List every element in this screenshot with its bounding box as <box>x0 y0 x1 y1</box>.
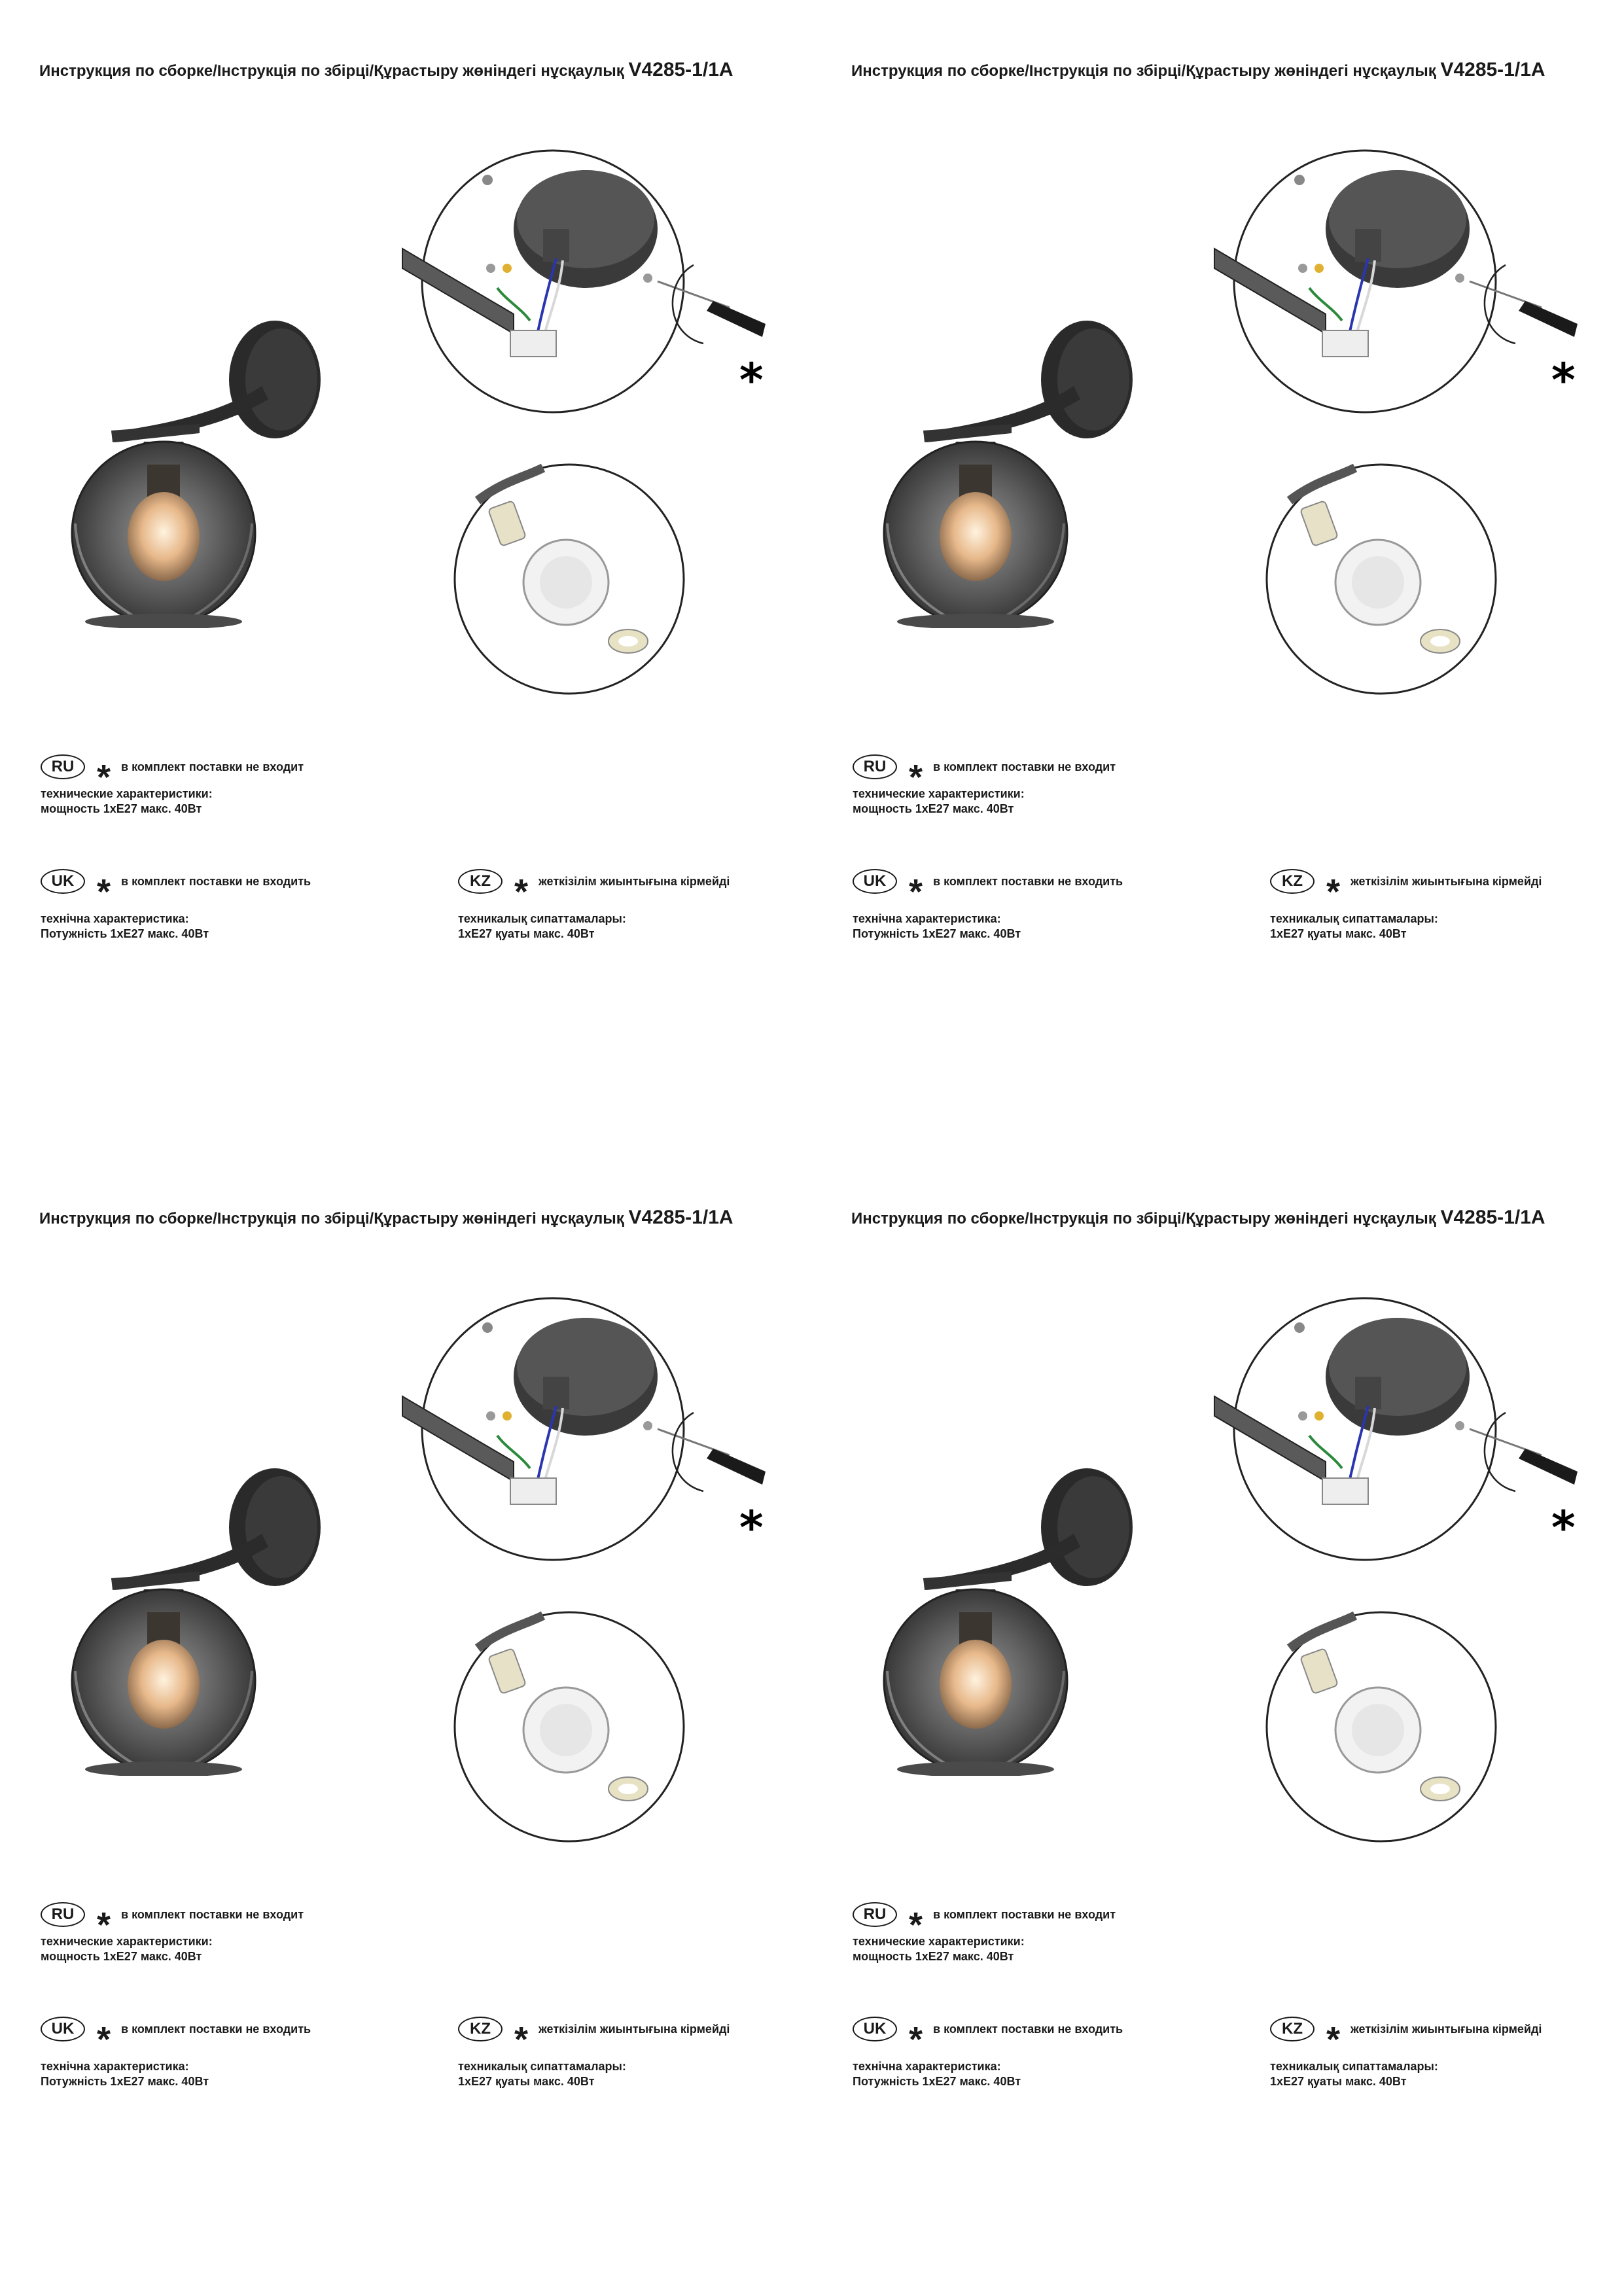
uk-spec-title: технічна характеристика: <box>41 2060 189 2073</box>
kz-spec-value: 1xE27 қуаты макс. 40Вт <box>458 927 595 940</box>
uk-spec-title: технічна характеристика: <box>853 2060 1001 2073</box>
instruction-copy-4 <box>812 1148 1624 2295</box>
not-included-star-icon: * <box>739 1501 764 1555</box>
kz-spec-title: техникалық сипаттамалары: <box>458 912 626 925</box>
shade-installation-illustration <box>1263 1599 1499 1854</box>
kz-badge: KZ <box>1270 2017 1315 2041</box>
uk-section <box>41 867 311 942</box>
ru-badge: RU <box>853 1902 897 1927</box>
ru-note: в комплект поставки не входит <box>933 760 1116 773</box>
uk-spec <box>41 911 311 942</box>
model-number: V4285-1/1A <box>1440 59 1545 80</box>
kz-section <box>1270 2015 1542 2089</box>
mounting-detail-illustration <box>1201 144 1594 425</box>
ru-spec-value: мощность 1xE27 макс. 40Вт <box>41 1950 202 1963</box>
instruction-copy-3 <box>0 1148 812 2295</box>
ru-section <box>853 1900 1116 1964</box>
uk-spec-title: технічна характеристика: <box>853 912 1001 925</box>
kz-section <box>1270 867 1542 942</box>
kz-badge: KZ <box>458 869 503 894</box>
ru-spec-value: мощность 1xE27 макс. 40Вт <box>41 802 202 815</box>
ru-spec-title: технические характеристики: <box>41 787 213 800</box>
kz-spec <box>458 2059 730 2089</box>
not-included-star-icon: * <box>97 758 111 797</box>
not-included-star-icon: * <box>514 872 529 911</box>
kz-spec <box>1270 2059 1542 2089</box>
ru-section <box>853 752 1116 817</box>
uk-badge: UK <box>853 869 897 894</box>
kz-note: жеткізілім жиынтығына кірмейді <box>1350 874 1542 888</box>
shade-installation-illustration <box>451 451 687 707</box>
mounting-detail-illustration <box>389 144 782 425</box>
not-included-star-icon: * <box>909 2020 923 2059</box>
kz-spec-value: 1xE27 қуаты макс. 40Вт <box>458 2075 595 2088</box>
wall-lamp-illustration <box>877 314 1178 628</box>
uk-spec-value: Потужність 1xE27 макс. 40Вт <box>41 2075 209 2088</box>
ru-spec <box>41 786 304 817</box>
uk-note: в комплект поставки не входить <box>933 2022 1123 2036</box>
not-included-star-icon: * <box>97 2020 111 2059</box>
not-included-star-icon: * <box>1551 1501 1576 1555</box>
ru-spec-value: мощность 1xE27 макс. 40Вт <box>853 1950 1014 1963</box>
ru-spec-title: технические характеристики: <box>853 787 1025 800</box>
not-included-star-icon: * <box>739 353 764 407</box>
kz-spec-value: 1xE27 қуаты макс. 40Вт <box>1270 927 1407 940</box>
ru-spec <box>853 1934 1116 1964</box>
uk-badge: UK <box>853 2017 897 2041</box>
ru-badge: RU <box>41 1902 85 1927</box>
uk-note: в комплект поставки не входить <box>121 874 311 888</box>
ru-badge: RU <box>41 754 85 779</box>
ru-note: в комплект поставки не входит <box>933 1907 1116 1921</box>
kz-badge: KZ <box>1270 869 1315 894</box>
kz-spec-value: 1xE27 қуаты макс. 40Вт <box>1270 2075 1407 2088</box>
kz-spec-title: техникалық сипаттамалары: <box>458 2060 626 2073</box>
not-included-star-icon: * <box>909 758 923 797</box>
shade-installation-illustration <box>451 1599 687 1854</box>
ru-spec-title: технические характеристики: <box>853 1935 1025 1948</box>
title-text: Инструкция по сборке/Інструкція по збірці/Құрастыру жөніндегі нұсқаулық <box>39 62 624 80</box>
not-included-star-icon: * <box>514 2020 529 2059</box>
instruction-title <box>39 59 772 81</box>
instruction-title <box>851 59 1584 81</box>
ru-badge: RU <box>853 754 897 779</box>
ru-spec <box>853 786 1116 817</box>
ru-spec-title: технические характеристики: <box>41 1935 213 1948</box>
kz-badge: KZ <box>458 2017 503 2041</box>
title-text: Инструкция по сборке/Інструкція по збірці/Құрастыру жөніндегі нұсқаулық <box>39 1210 624 1227</box>
uk-spec-value: Потужність 1xE27 макс. 40Вт <box>853 2075 1021 2088</box>
kz-note: жеткізілім жиынтығына кірмейді <box>538 2022 730 2036</box>
ru-section <box>41 1900 304 1964</box>
uk-badge: UK <box>41 2017 85 2041</box>
not-included-star-icon: * <box>97 1905 111 1945</box>
model-number: V4285-1/1A <box>1440 1207 1545 1228</box>
title-text: Инструкция по сборке/Інструкція по збірці/Құрастыру жөніндегі нұсқаулық <box>851 1210 1436 1227</box>
uk-spec <box>41 2059 311 2089</box>
not-included-star-icon: * <box>909 1905 923 1945</box>
kz-note: жеткізілім жиынтығына кірмейді <box>538 874 730 888</box>
kz-section <box>458 867 730 942</box>
not-included-star-icon: * <box>1551 353 1576 407</box>
kz-section <box>458 2015 730 2089</box>
ru-spec-value: мощность 1xE27 макс. 40Вт <box>853 802 1014 815</box>
uk-section <box>853 2015 1123 2089</box>
uk-spec-value: Потужність 1xE27 макс. 40Вт <box>853 927 1021 940</box>
wall-lamp-illustration <box>65 314 366 628</box>
instruction-title <box>39 1207 772 1229</box>
model-number: V4285-1/1A <box>628 59 733 80</box>
uk-badge: UK <box>41 869 85 894</box>
uk-section <box>853 867 1123 942</box>
uk-section <box>41 2015 311 2089</box>
not-included-star-icon: * <box>1326 2020 1341 2059</box>
instruction-copy-1 <box>0 0 812 1148</box>
wall-lamp-illustration <box>65 1462 366 1776</box>
uk-spec <box>853 2059 1123 2089</box>
ru-note: в комплект поставки не входит <box>121 760 304 773</box>
kz-spec <box>1270 911 1542 942</box>
mounting-detail-illustration <box>1201 1292 1594 1573</box>
shade-installation-illustration <box>1263 451 1499 707</box>
ru-note: в комплект поставки не входит <box>121 1907 304 1921</box>
not-included-star-icon: * <box>909 872 923 911</box>
instruction-title <box>851 1207 1584 1229</box>
kz-spec-title: техникалық сипаттамалары: <box>1270 2060 1438 2073</box>
uk-spec-value: Потужність 1xE27 макс. 40Вт <box>41 927 209 940</box>
kz-spec <box>458 911 730 942</box>
not-included-star-icon: * <box>97 872 111 911</box>
wall-lamp-illustration <box>877 1462 1178 1776</box>
model-number: V4285-1/1A <box>628 1207 733 1228</box>
kz-note: жеткізілім жиынтығына кірмейді <box>1350 2022 1542 2036</box>
uk-note: в комплект поставки не входить <box>933 874 1123 888</box>
uk-spec-title: технічна характеристика: <box>41 912 189 925</box>
mounting-detail-illustration <box>389 1292 782 1573</box>
kz-spec-title: техникалық сипаттамалары: <box>1270 912 1438 925</box>
ru-section <box>41 752 304 817</box>
instruction-copy-2 <box>812 0 1624 1148</box>
ru-spec <box>41 1934 304 1964</box>
title-text: Инструкция по сборке/Інструкція по збірці/Құрастыру жөніндегі нұсқаулық <box>851 62 1436 80</box>
uk-spec <box>853 911 1123 942</box>
not-included-star-icon: * <box>1326 872 1341 911</box>
uk-note: в комплект поставки не входить <box>121 2022 311 2036</box>
